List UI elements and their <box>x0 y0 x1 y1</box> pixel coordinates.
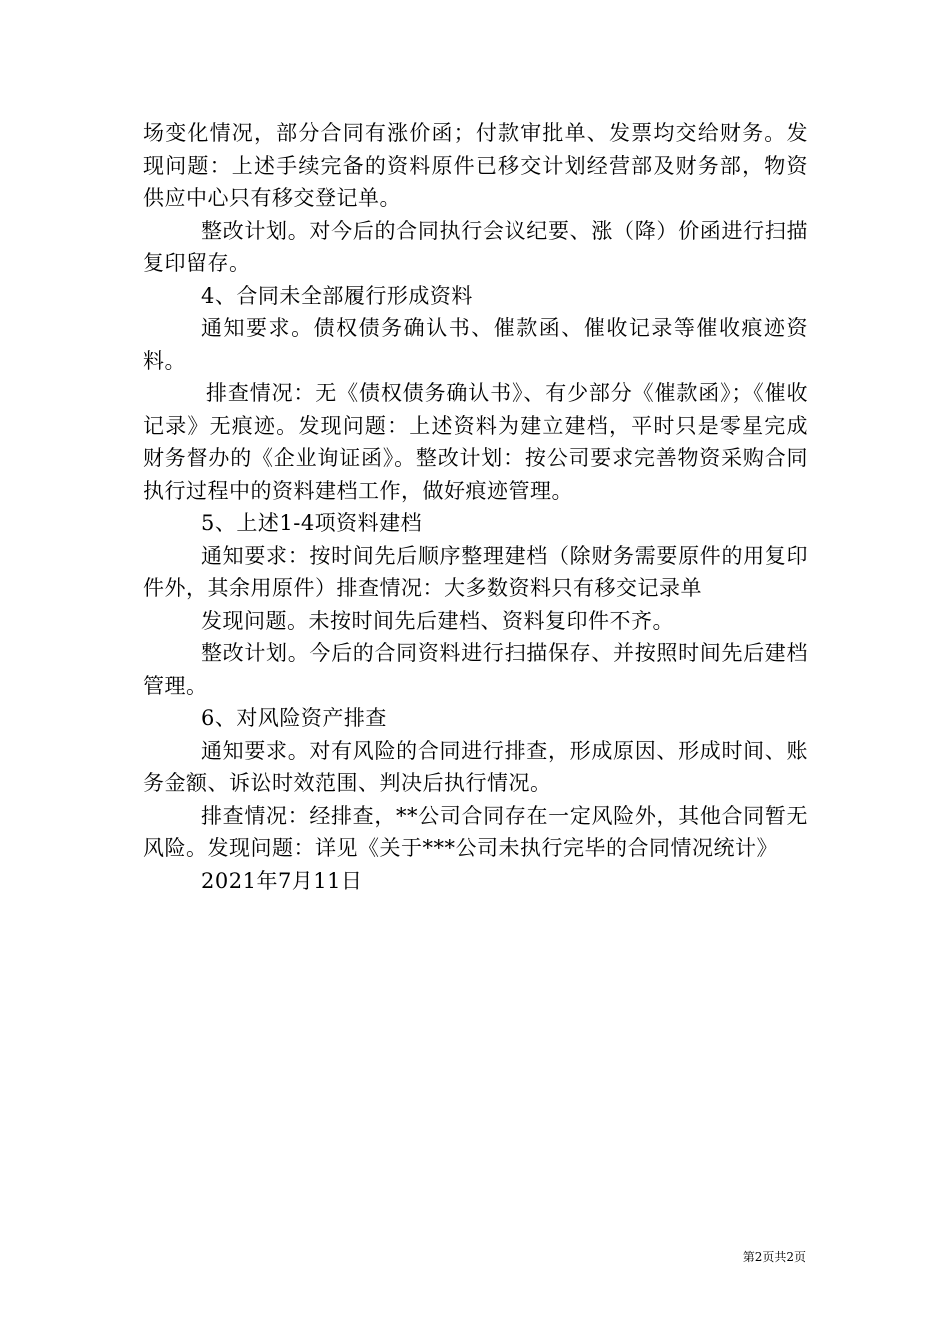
document-body <box>143 117 808 897</box>
paragraph-problem-found: 发现问题。未按时间先后建档、资料复印件不齐。 <box>201 608 674 633</box>
paragraph-notice-requirement: 通知要求。债权债务确认书、催款函、催收记录等催收痕迹资料。 <box>143 316 808 373</box>
paragraph-rectification-plan: 整改计划。今后的合同资料进行扫描保存、并按照时间先后建档管理。 <box>143 641 808 698</box>
paragraph-inspection-status: 排查情况：无《债权债务确认书》、有少部分《催款函》；《催收记录》无痕迹。发现问题：上述资料为建立建档，平时只是零星完成财务督办的《企业询证函》。整改计划：按公司要求完善物资采购合同执行过程中的资料建档工作，做好痕迹管理。 <box>143 381 808 503</box>
paragraph-rectification-plan: 整改计划。对今后的合同执行会议纪要、涨（降）价函进行扫描复印留存。 <box>143 218 808 275</box>
section-heading-6: 6、对风险资产排查 <box>201 706 387 730</box>
paragraph-notice-requirement: 通知要求：按时间先后顺序整理建档（除财务需要原件的用复印件外，其余用原件）排查情况：大多数资料只有移交记录单 <box>143 543 808 600</box>
paragraph-continuation: 场变化情况，部分合同有涨价函；付款审批单、发票均交给财务。发现问题：上述手续完备的资料原件已移交计划经营部及财务部，物资供应中心只有移交登记单。 <box>143 121 808 210</box>
paragraph-notice-requirement: 通知要求。对有风险的合同进行排查，形成原因、形成时间、账务金额、诉讼时效范围、判决后执行情况。 <box>143 738 808 795</box>
section-heading-4: 4、合同未全部履行形成资料 <box>201 283 473 308</box>
paragraph-inspection-status: 排查情况：经排查，**公司合同存在一定风险外，其他合同暂无风险。发现问题：详见《关于***公司未执行完毕的合同情况统计》 <box>143 803 808 860</box>
page-number-footer <box>743 1249 806 1265</box>
page-number-label: 第2页共2页 <box>742 1250 806 1264</box>
section-heading-5: 5、上述1-4项资料建档 <box>201 511 423 535</box>
document-date: 2021年7月11日 <box>201 868 363 893</box>
